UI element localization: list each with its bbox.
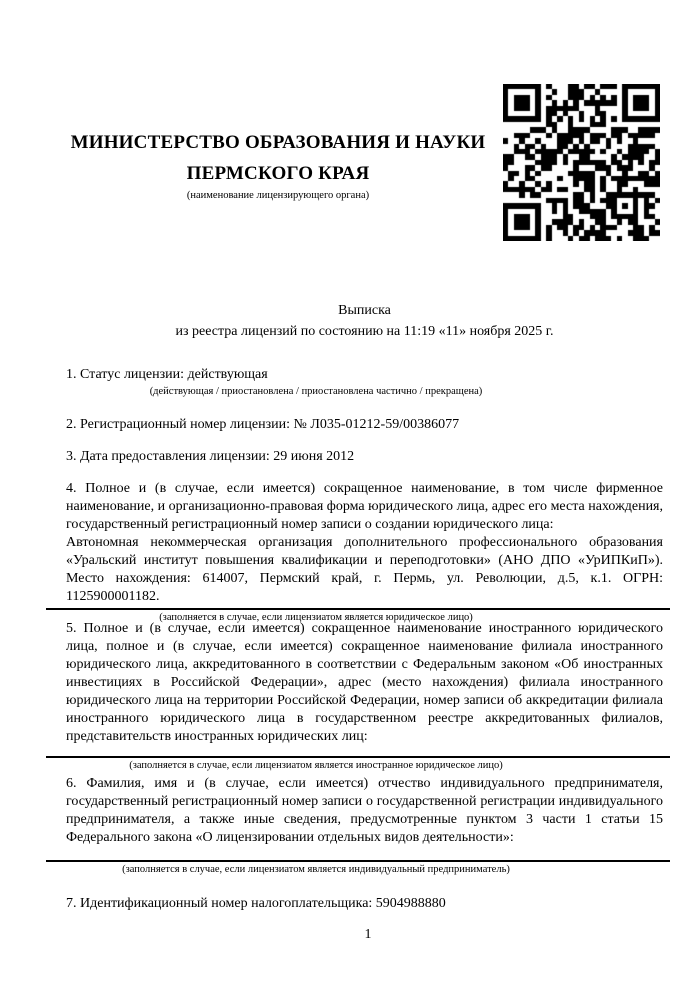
issuer-caption: (наименование лицензирующего органа) [186,190,370,201]
item-3-text: 3. Дата предоставления лицензии: 29 июня 2012 [66,449,355,464]
issuer-name [66,127,490,189]
item-4-legal-entity [46,480,670,624]
fill-line [46,860,670,862]
item-7-taxpayer-id [46,895,670,913]
item-2-registration-number [46,416,670,434]
item-6-entrepreneur [46,775,670,876]
item-4-value: Автономная некоммерческая организация дополнительного профессионального образования «Уральский институт повышения квалификации и переподготовки» (АНО ДПО «УрИПКиП»). Место нахождения: 614007, Пермский край, г. Пермь, ул. Революции, д.5, к.1. ОГРН: 1125900001182. [66,535,663,604]
item-5-text: 5. Полное и (в случае, если имеется) сокращенное наименование иностранного юридического лица, полное и (в случае, если имеется) сокращенное наименование филиала иностранного юридического лица, аккредитованного в соответствии с Федеральным законом «Об иностранных инвестициях в Российской Федерации», адрес (место нахождения) филиала иностранного юридического лица на территории Российской Федерации, номер записи об аккредитации филиала иностранного юридического лица в государственном реестре аккредитованных филиалов, представительств иностранных юридических лиц: [66,621,663,744]
page-number: 1 [364,927,372,942]
doc-title [66,300,663,342]
item-5-caption: (заполняется в случае, если лицензиатом является иностранное юридическое лицо) [129,760,503,771]
item-4-caption: (заполняется в случае, если лицензиатом является юридическое лицо) [159,612,473,623]
item-6-caption: (заполняется в случае, если лицензиатом является индивидуальный предприниматель) [122,864,510,875]
item-7-text: 7. Идентификационный номер налогоплательщика: 5904988880 [66,896,446,911]
item-6-text: 6. Фамилия, имя и (в случае, если имеется) отчество индивидуального предпринимателя, государственный регистрационный номер записи о государственной регистрации индивидуального предпринимателя, а также иные сведения, предусмотренные пунктом 3 части 1 статьи 15 Федерального закона «О лицензировании отдельных видов деятельности»: [66,776,663,845]
issuer-name-line2: ПЕРМСКОГО КРАЯ [186,163,370,184]
issuer-name-line1: МИНИСТЕРСТВО ОБРАЗОВАНИЯ И НАУКИ [70,132,486,153]
fill-line [46,756,670,758]
qr-code [503,84,660,241]
item-1-options-caption: (действующая / приостановлена / приостановлена частично / прекращена) [149,386,483,397]
item-1-text: 1. Статус лицензии: действующая [66,367,268,382]
item-3-grant-date [46,448,670,466]
item-1-license-status [46,366,670,398]
doc-title-line2: из реестра лицензий по состоянию на 11:19 «11» ноября 2025 г. [175,324,554,339]
item-4-text: 4. Полное и (в случае, если имеется) сокращенное наименование, в том числе фирменное наименование, и организационно-правовая форма юридического лица, адрес его места нахождения, государственный регистрационный номер записи о создании юридического лица: [66,481,663,532]
fill-line [46,608,670,610]
doc-title-line1: Выписка [338,303,391,318]
item-5-foreign-entity [46,620,670,772]
item-2-text: 2. Регистрационный номер лицензии: № Л035-01212-59/00386077 [66,417,460,432]
